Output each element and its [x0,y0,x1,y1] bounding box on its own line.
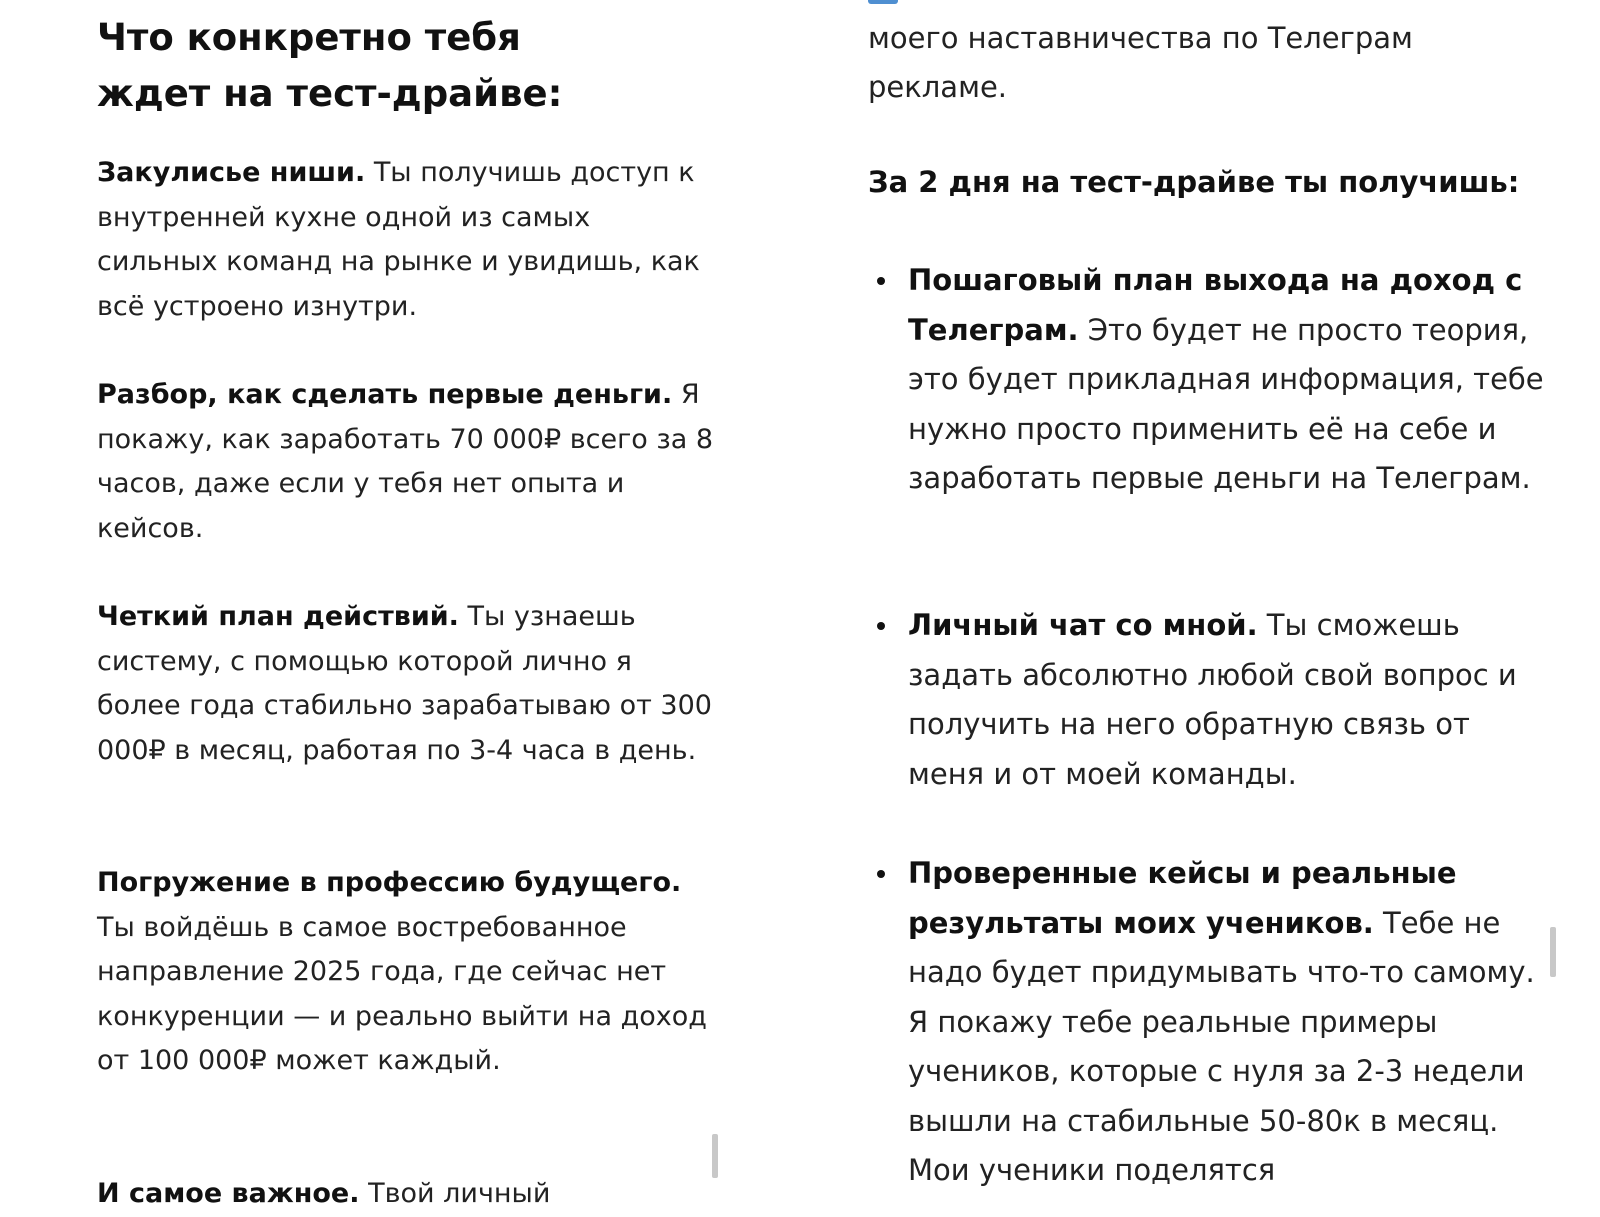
benefit-text: Ты получишь доступ к внутренней кухне одной из самых сильных команд на рынке и увидишь, как всё устроено изнутри. [97,157,700,322]
list-item-title: Пошаговый план выхода на доход с Телеграм. [908,263,1523,347]
subheading: За 2 дня на тест-драйве ты получишь: [868,165,1520,199]
benefit-title: Погружение в профессию будущего. [97,867,682,898]
benefit-text: Я покажу, как заработать 70 000₽ всего за 8 часов, даже если у тебя нет опыта и кейсов. [97,379,714,544]
list-item-title: Проверенные кейсы и реальные результаты моих учеников. [908,856,1457,940]
benefit-text: Ты узнаешь систему, с помощью которой лично я более года стабильно зарабатываю от 300 000₽ в месяц, работая по 3-4 часа в день. [97,601,712,766]
list-item-text: Это будет не просто теория, это будет прикладная информация, тебе нужно просто применить её на себе и заработать первые деньги на Телеграм. [908,312,1544,495]
benefit-title: И самое важное. [97,1178,360,1209]
benefit-paragraph [97,595,717,773]
bullet-icon [877,622,885,630]
right-scrollbar[interactable] [1550,927,1556,977]
list-item [908,849,1548,1196]
bullet-icon [877,277,885,285]
benefit-paragraph [97,151,717,329]
list-item [908,256,1548,504]
section-heading [97,10,562,122]
list-item [908,601,1548,799]
continuation-text: моего наставничества по Телеграм рекламе. [868,21,1413,104]
left-scrollbar[interactable] [712,1134,718,1178]
benefit-paragraph [97,861,717,1084]
benefit-text: Ты войдёшь в самое востребованное направление 2025 года, где сейчас нет конкуренции — и реально выйти на доход от 100 000₽ может каждый. [97,911,707,1076]
bullet-icon [877,870,885,878]
benefit-paragraph [97,1172,717,1217]
emoji-icon [868,0,898,4]
benefit-title: Четкий план действий. [97,601,459,632]
benefit-title: Закулисье ниши. [97,157,366,188]
benefit-text: Твой личный [359,1178,551,1209]
heading-line-1: Что конкретно тебя [97,16,521,59]
heading-line-2: ждет на тест-драйве: [97,72,563,115]
benefit-paragraph [97,373,717,551]
benefit-title: Разбор, как сделать первые деньги. [97,379,673,410]
list-item-text: Тебе не надо будет придумывать что-то самому. Я покажу тебе реальные примеры учеников, которые с нуля за 2-3 недели вышли на стабильные 50-80к в месяц. Мои ученики поделятся [908,905,1535,1187]
list-item-text: Ты сможешь задать абсолютно любой свой вопрос и получить на него обратную связь от меня и от моей команды. [908,608,1517,791]
list-item-title: Личный чат со мной. [908,608,1258,642]
